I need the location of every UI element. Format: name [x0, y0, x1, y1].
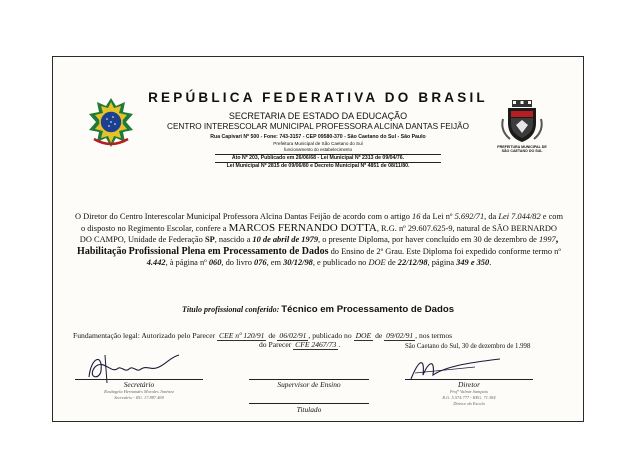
body-text: , Unidade de Federação [123, 235, 203, 245]
diploma-body-text [75, 211, 563, 269]
graduate-rg: 29.607.625-9 [407, 223, 453, 233]
secretario-stamp-line2: Secretário - RG. 17.887.469 [114, 395, 164, 400]
fund-ponto: . [338, 340, 341, 349]
body-text: , o presente Diploma, por haver concluído em 30 de dezembro de [318, 235, 537, 245]
right-logo-caption-line1: PREFEITURA MUNICIPAL DE [497, 145, 547, 149]
fund-data-1: 06/02/91 [279, 331, 307, 340]
titulado-label: Titulado [296, 405, 322, 414]
titulo-value: Técnico em Processamento de Dados [281, 304, 455, 315]
fund-label: Fundamentação legal: Autorizado pelo Parecer [73, 331, 216, 340]
secretario-label: Secretário [123, 380, 155, 389]
fund-termos: , nos termos [415, 331, 453, 340]
body-text: , natural de [452, 223, 490, 233]
body-lei-1: 5.692/71 [454, 212, 485, 221]
fund-doe: DOE [355, 331, 372, 340]
publication-date: 22/12/98 [397, 258, 428, 268]
termo-number: 4.442 [146, 258, 166, 268]
fund-parecer-2: CFE 2467/73 [295, 340, 337, 349]
doe-label: DOE [368, 258, 386, 268]
body-text: , R.G. nº [376, 223, 406, 233]
body-text: da Lei nº [422, 212, 453, 221]
body-text: e com o disposto no Regimento Escolar, confere a [81, 212, 564, 233]
habilitacao-value: Profissional Plena em Processamento de Dados [128, 245, 329, 257]
fundamentacao-legal-line2 [259, 340, 340, 349]
titulado-signature-line [249, 403, 369, 404]
graduate-name: MARCOS FERNANDO DOTTA [228, 221, 377, 234]
diretor-stamp-line1: Profº Valmir Sampaio [449, 389, 489, 394]
body-artigo: 16 [412, 212, 421, 221]
diploma-certificate [52, 56, 584, 422]
header-prefeitura: Prefeitura Municipal de São Caetano do Sul [273, 141, 363, 146]
completion-year: 1997 [538, 235, 556, 245]
fundamentacao-legal [73, 331, 452, 340]
body-text: , da [484, 212, 497, 221]
header-centro: CENTRO INTERESCOLAR MUNICIPAL PROFESSORA ALCINA DANTAS FEIJÃO [167, 122, 469, 131]
diretor-stamp-line2: R.G. 5.574.777 - REG. 71.384 [442, 395, 496, 400]
header-ato: Ato Nº 203, Publicado em 26/06/68 - Lei Municipal Nº 2313 de 09/04/76. [231, 155, 405, 161]
supervisor-label: Supervisor de Ensino [277, 380, 341, 389]
body-text: , à página nº [165, 258, 207, 268]
habilitacao-label: , Habilitação [77, 234, 559, 257]
fund-do-parecer: do Parecer [259, 340, 292, 349]
body-lei-2: Lei 7.044/82 [498, 212, 541, 221]
header-lei: Lei Municipal Nº 2815 de 09/06/80 e Decreto Municipal Nº 4851 de 08/11/80. [226, 163, 410, 169]
publication-pages: 349 e 350 [456, 258, 490, 268]
right-logo-caption-line2: SÃO CAETANO DO SUL [501, 149, 543, 153]
page-number: 060 [208, 258, 222, 268]
body-text: , página [427, 258, 455, 268]
header-republica: REPÚBLICA FEDERATIVA DO BRASIL [148, 90, 488, 105]
body-text: , e publicado no [312, 258, 367, 268]
local-data: São Caetano do Sul, 30 de dezembro de 1.998 [405, 343, 531, 350]
header-secretaria: SECRETARIA DE ESTADO DA EDUCAÇÃO [228, 111, 408, 121]
graduate-birthplace: SÃO BERNARDO DO CAMPO [79, 223, 557, 245]
header-endereco: Rua Capivari Nº 500 - Fone: 743-3157 - CEP 09580-370 - São Caetano do Sul - São Paulo [210, 134, 426, 140]
fund-de-1: de [268, 331, 276, 340]
body-text: , nascido a [214, 235, 251, 245]
fund-publicado: , publicado no [308, 331, 352, 340]
diretor-stamp-line3: Diretor da Escola [453, 401, 485, 406]
fund-parecer-1: CEE nº 120/91 [219, 331, 265, 340]
diretor-label: Diretor [458, 380, 480, 389]
body-text: O Diretor do Centro Interescolar Municipal Professora Alcina Dantas Feijão de acordo com o artigo [75, 212, 410, 221]
body-text: , do livro [221, 258, 252, 268]
fund-de-2: de [375, 331, 383, 340]
fund-data-2: 09/02/91 [386, 331, 414, 340]
body-text: do Ensino de 2º Grau. Este Diploma foi expedido conforme termo nº [330, 246, 561, 256]
body-text: , em [266, 258, 281, 268]
body-text: . [489, 258, 492, 268]
titulo-label: Título profissional conferido: [181, 305, 280, 314]
header-funcionamento: funcionamento do estabelecimento [283, 147, 353, 152]
graduate-birthdate: 10 de abril de 1979 [252, 235, 319, 245]
graduate-uf: SP [204, 235, 215, 245]
register-date: 30/12/98 [283, 258, 313, 268]
titulo-profissional [53, 304, 583, 315]
secretario-stamp-line1: Rosângela Hernandes Morales Jiménez [104, 389, 174, 394]
body-text: de [387, 258, 396, 268]
book-number: 076 [254, 258, 267, 268]
